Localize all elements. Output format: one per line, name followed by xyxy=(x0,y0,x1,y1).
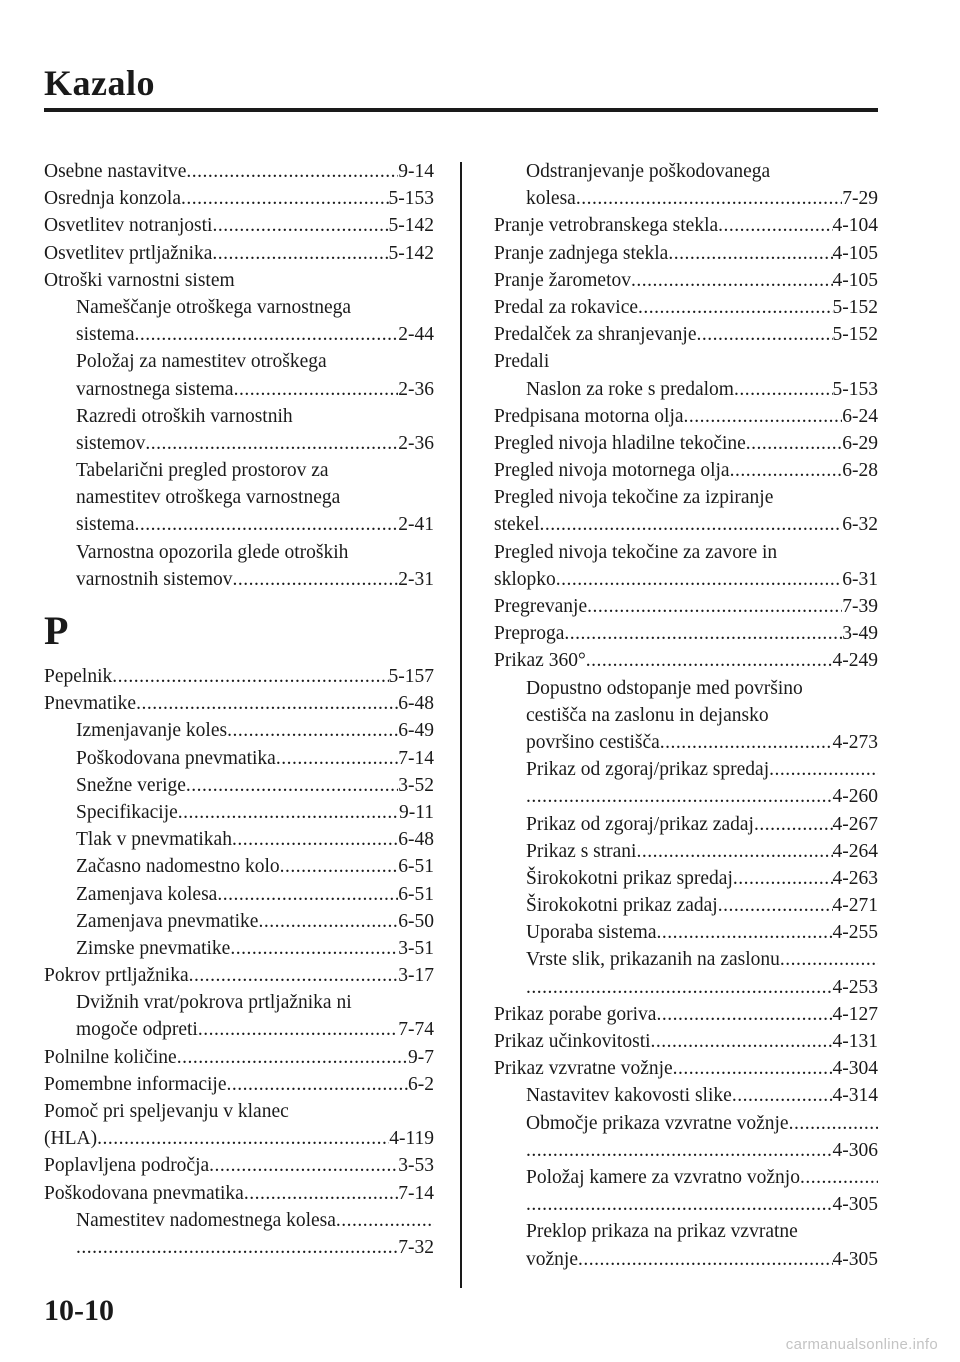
dot-leader xyxy=(230,935,398,962)
entry-text: Pregled nivoja tekočine za zavore in xyxy=(494,541,778,563)
index-subentry[interactable] xyxy=(44,430,434,457)
entry-page-ref[interactable]: 3-17 xyxy=(398,965,434,987)
entry-page-ref[interactable]: 4-255 xyxy=(832,922,878,944)
entry-page-ref[interactable]: 7-32 xyxy=(398,1236,434,1258)
entry-page-ref[interactable]: 7-74 xyxy=(398,1019,434,1041)
dot-leader xyxy=(526,974,833,1001)
entry-page-ref[interactable]: 3-53 xyxy=(398,1155,434,1177)
index-entry[interactable] xyxy=(494,267,878,294)
index-entry[interactable] xyxy=(44,962,434,989)
entry-page-ref[interactable]: 4-305 xyxy=(832,1248,878,1270)
dot-leader xyxy=(780,946,878,973)
index-entry xyxy=(44,1098,434,1125)
dot-leader xyxy=(97,1125,389,1152)
dot-leader xyxy=(135,511,399,538)
entry-text: Zamenjava pnevmatike xyxy=(76,910,259,932)
entry-page-ref[interactable]: 2-36 xyxy=(398,378,434,400)
entry-text: Odstranjevanje poškodovanega xyxy=(526,161,771,182)
dot-leader xyxy=(656,1001,832,1028)
index-subentry xyxy=(494,1110,878,1137)
dot-leader xyxy=(145,430,398,457)
entry-text: Vrste slik, prikazanih na zaslonu xyxy=(526,949,780,971)
entry-page-ref[interactable]: 4-253 xyxy=(832,976,878,998)
entry-page-ref[interactable]: 3-51 xyxy=(398,937,434,959)
index-subentry xyxy=(494,1164,878,1191)
dot-leader xyxy=(631,267,833,294)
entry-page-ref[interactable]: 4-304 xyxy=(832,1058,878,1080)
index-entry[interactable] xyxy=(494,1001,878,1028)
index-subentry[interactable] xyxy=(494,974,878,1001)
entry-text: Osvetlitev notranjosti xyxy=(44,215,213,237)
entry-text: Predalček za shranjevanje xyxy=(494,324,697,346)
index-subentry xyxy=(44,403,434,430)
index-subentry[interactable] xyxy=(494,838,878,865)
index-subentry xyxy=(494,1218,878,1245)
entry-page-ref[interactable]: 6-32 xyxy=(842,514,878,536)
entry-text: Uporaba sistema xyxy=(526,922,657,944)
entry-page-ref[interactable]: 7-39 xyxy=(842,596,878,617)
dot-leader xyxy=(280,853,399,880)
entry-text: Dopustno odstopanje med površino xyxy=(526,677,803,699)
dot-leader xyxy=(135,321,399,348)
entry-text: vožnje xyxy=(526,1248,578,1270)
entry-page-ref[interactable]: 2-31 xyxy=(398,568,434,590)
dot-leader xyxy=(526,1191,833,1218)
entry-page-ref[interactable]: 6-28 xyxy=(842,460,878,482)
entry-text: Pregled nivoja motornega olja xyxy=(494,460,730,482)
entry-text: Zimske pnevmatike xyxy=(76,937,231,959)
index-entry xyxy=(494,539,878,566)
entry-page-ref[interactable]: 7-14 xyxy=(398,1182,434,1204)
dot-leader xyxy=(258,908,398,935)
entry-page-ref[interactable]: 4-127 xyxy=(832,1003,878,1025)
index-subentry[interactable] xyxy=(44,511,434,538)
entry-page-ref[interactable]: 4-306 xyxy=(832,1139,878,1161)
entry-text: Pranje žarometov xyxy=(494,269,631,291)
dot-leader xyxy=(244,1180,398,1207)
index-subentry xyxy=(494,675,878,702)
dot-leader xyxy=(564,620,842,647)
index-subentry[interactable] xyxy=(44,321,434,348)
dot-leader xyxy=(668,240,832,267)
entry-page-ref[interactable]: 6-2 xyxy=(408,1073,434,1095)
dot-leader xyxy=(754,811,833,838)
index-subentry xyxy=(44,484,434,511)
entry-page-ref[interactable]: 4-105 xyxy=(832,242,878,264)
entry-text: Zamenjava kolesa xyxy=(76,883,218,905)
entry-text: Tlak v pnevmatikah xyxy=(76,829,232,851)
entry-text: Pranje zadnjega stekla xyxy=(494,242,669,264)
dot-leader xyxy=(76,1234,398,1261)
dot-leader xyxy=(730,457,843,484)
entry-text: Razredi otroških varnostnih xyxy=(76,405,293,427)
dot-leader xyxy=(684,403,843,430)
dot-leader xyxy=(189,962,399,989)
entry-page-ref[interactable]: 3-49 xyxy=(842,623,878,645)
dot-leader xyxy=(526,1137,833,1164)
entry-text: Polnilne količine xyxy=(44,1046,177,1068)
entry-page-ref[interactable]: 4-131 xyxy=(832,1031,878,1052)
entry-text: Položaj kamere za vzvratno vožnjo xyxy=(526,1166,800,1188)
entry-page-ref[interactable]: 4-264 xyxy=(832,840,878,862)
dot-leader xyxy=(209,1152,398,1179)
dot-leader xyxy=(178,799,399,826)
index-subentry[interactable] xyxy=(494,1246,878,1273)
index-entry[interactable] xyxy=(494,212,878,239)
entry-page-ref[interactable]: 4-271 xyxy=(832,895,878,917)
entry-text: Predpisana motorna olja xyxy=(494,405,684,427)
index-entry[interactable] xyxy=(44,212,434,239)
entry-text: Pregled nivoja hladilne tekočine xyxy=(494,432,746,454)
column-divider xyxy=(460,162,462,1288)
entry-page-ref[interactable]: 6-51 xyxy=(398,883,434,905)
entry-page-ref[interactable]: 6-49 xyxy=(398,720,434,742)
dot-leader xyxy=(539,511,842,538)
dot-leader xyxy=(556,566,842,593)
index-subentry[interactable] xyxy=(494,811,878,838)
index-entry[interactable] xyxy=(494,403,878,430)
index-subentry[interactable] xyxy=(44,1016,434,1043)
dot-leader xyxy=(734,376,833,403)
index-entry[interactable] xyxy=(494,1055,878,1082)
dot-leader xyxy=(526,783,833,810)
entry-page-ref[interactable]: 4-105 xyxy=(832,269,878,291)
entry-page-ref[interactable]: 6-50 xyxy=(398,910,434,932)
entry-page-ref[interactable]: 6-29 xyxy=(842,432,878,454)
entry-text: cestišča na zaslonu in dejansko xyxy=(526,704,769,726)
index-subentry xyxy=(44,348,434,375)
entry-text: Namestitev nadomestnega kolesa xyxy=(76,1209,336,1231)
dot-leader xyxy=(576,185,842,212)
index-subentry xyxy=(44,457,434,484)
dot-leader xyxy=(769,756,878,783)
entry-text: varnostnih sistemov xyxy=(76,568,233,590)
index-subentry[interactable] xyxy=(44,772,434,799)
entry-page-ref[interactable]: 5-142 xyxy=(388,242,434,264)
index-subentry[interactable] xyxy=(44,908,434,935)
entry-text: Začasno nadomestno kolo xyxy=(76,856,280,878)
entry-text: mogoče odpreti xyxy=(76,1019,198,1041)
entry-text: Prikaz od zgoraj/prikaz zadaj xyxy=(526,813,754,835)
entry-page-ref[interactable]: 4-104 xyxy=(832,215,878,237)
entry-page-ref[interactable]: 2-41 xyxy=(398,514,434,536)
entry-text: Izmenjavanje koles xyxy=(76,720,228,742)
dot-leader xyxy=(276,745,398,772)
entry-text: Preklop prikaza na prikaz vzvratne xyxy=(526,1221,798,1243)
entry-page-ref[interactable]: 5-157 xyxy=(388,666,434,687)
entry-text: Položaj za namestitev otroškega xyxy=(76,351,327,373)
entry-text: Prikaz s strani xyxy=(526,840,637,862)
index-entry[interactable] xyxy=(44,1152,434,1179)
entry-text: Osrednja konzola xyxy=(44,188,181,210)
index-entry[interactable] xyxy=(44,1180,434,1207)
index-entry[interactable] xyxy=(494,294,878,321)
dot-leader xyxy=(217,881,398,908)
dot-leader xyxy=(732,1082,833,1109)
dot-leader xyxy=(638,294,832,321)
index-subentry[interactable] xyxy=(494,892,878,919)
index-subentry[interactable] xyxy=(494,1137,878,1164)
index-subentry xyxy=(494,946,878,973)
dot-leader xyxy=(212,212,388,239)
entry-text: Prikaz učinkovitosti xyxy=(494,1031,651,1052)
entry-page-ref[interactable]: 6-51 xyxy=(398,856,434,878)
index-subentry xyxy=(494,756,878,783)
entry-text: Prikaz od zgoraj/prikaz spredaj xyxy=(526,759,770,781)
entry-text: Osebne nastavitve xyxy=(44,161,187,182)
entry-page-ref[interactable]: 6-31 xyxy=(842,568,878,590)
dot-leader xyxy=(696,321,832,348)
entry-text: Pranje vetrobranskega stekla xyxy=(494,215,719,237)
dot-leader xyxy=(227,1071,409,1098)
entry-text: kolesa xyxy=(526,188,576,210)
index-subentry[interactable] xyxy=(44,881,434,908)
entry-page-ref[interactable]: 2-36 xyxy=(398,432,434,454)
index-entry[interactable] xyxy=(494,511,878,538)
dot-leader xyxy=(789,1110,878,1137)
entry-text: Poškodovana pnevmatika xyxy=(44,1182,244,1204)
index-entry[interactable] xyxy=(44,1071,434,1098)
index-subentry[interactable] xyxy=(494,1082,878,1109)
dot-leader xyxy=(718,212,832,239)
index-entry[interactable] xyxy=(44,690,434,717)
dot-leader xyxy=(746,430,842,457)
index-entry[interactable] xyxy=(44,185,434,212)
entry-text: sistemov xyxy=(76,432,146,454)
index-entry[interactable] xyxy=(44,158,434,185)
entry-text: varnostnega sistema xyxy=(76,378,234,400)
dot-leader xyxy=(657,919,833,946)
entry-page-ref[interactable]: 5-152 xyxy=(832,296,878,318)
dot-leader xyxy=(232,826,398,853)
index-subentry[interactable] xyxy=(44,826,434,853)
page-title: Kazalo xyxy=(44,63,155,103)
entry-text: Pomoč pri speljevanju v klanec xyxy=(44,1101,289,1122)
index-entry[interactable] xyxy=(494,647,878,674)
index-subentry[interactable] xyxy=(494,865,878,892)
dot-leader xyxy=(233,566,399,593)
index-entry[interactable] xyxy=(494,1028,878,1055)
entry-text: Pokrov prtljažnika xyxy=(44,965,189,987)
index-column-left xyxy=(44,158,434,1261)
entry-text: sistema xyxy=(76,514,135,536)
entry-page-ref[interactable]: 9-11 xyxy=(398,801,434,823)
index-subentry[interactable] xyxy=(44,566,434,593)
dot-leader xyxy=(587,593,842,620)
entry-text: Širokokotni prikaz spredaj xyxy=(526,867,733,889)
entry-text: sklopko xyxy=(494,568,556,590)
entry-page-ref[interactable]: 6-48 xyxy=(398,829,434,851)
dot-leader xyxy=(186,158,398,185)
entry-page-ref[interactable]: 9-7 xyxy=(408,1046,434,1068)
index-entry[interactable] xyxy=(494,566,878,593)
entry-page-ref[interactable]: 4-273 xyxy=(832,731,878,753)
watermark: carmanualsonline.info xyxy=(785,1336,938,1353)
index-entry[interactable] xyxy=(44,240,434,267)
index-subentry[interactable] xyxy=(44,935,434,962)
index-subentry[interactable] xyxy=(494,729,878,756)
dot-leader xyxy=(112,663,388,690)
dot-leader xyxy=(198,1016,398,1043)
entry-text: Širokokotni prikaz zadaj xyxy=(526,895,718,917)
dot-leader xyxy=(186,772,398,799)
entry-page-ref[interactable]: 4-314 xyxy=(832,1085,878,1107)
dot-leader xyxy=(212,240,388,267)
entry-page-ref[interactable]: 7-14 xyxy=(398,747,434,769)
entry-text: Osvetlitev prtljažnika xyxy=(44,242,213,264)
index-entry[interactable] xyxy=(494,593,878,620)
entry-text: Predal za rokavice xyxy=(494,296,639,318)
entry-page-ref[interactable]: 5-152 xyxy=(832,324,878,346)
entry-page-ref[interactable]: 9-14 xyxy=(398,161,434,182)
index-subentry[interactable] xyxy=(44,853,434,880)
entry-text: Specifikacije xyxy=(76,801,178,823)
entry-text: Otroški varnostni sistem xyxy=(44,269,235,291)
entry-page-ref[interactable]: 4-305 xyxy=(832,1194,878,1216)
index-entry[interactable] xyxy=(494,457,878,484)
index-entry[interactable] xyxy=(494,620,878,647)
entry-page-ref[interactable]: 4-263 xyxy=(832,867,878,889)
index-subentry xyxy=(494,158,878,185)
entry-text: površino cestišča xyxy=(526,731,660,753)
dot-leader xyxy=(660,729,833,756)
index-entry[interactable] xyxy=(494,240,878,267)
index-subentry[interactable] xyxy=(494,783,878,810)
entry-text: Snežne verige xyxy=(76,774,186,796)
dot-leader xyxy=(181,185,389,212)
entry-text: Poplavljena področja xyxy=(44,1155,210,1177)
entry-page-ref[interactable]: 3-52 xyxy=(398,774,434,796)
entry-text: Tabelarični pregled prostorov za xyxy=(76,460,329,482)
dot-leader xyxy=(718,892,833,919)
index-entry[interactable] xyxy=(494,321,878,348)
entry-text: Pregrevanje xyxy=(494,596,588,617)
entry-page-ref[interactable]: 4-119 xyxy=(389,1128,434,1150)
entry-text: Pomembne informacije xyxy=(44,1073,227,1095)
entry-text: stekel xyxy=(494,514,540,536)
index-entry xyxy=(494,348,878,375)
dot-leader xyxy=(673,1055,833,1082)
index-entry[interactable] xyxy=(44,1044,434,1071)
dot-leader xyxy=(234,376,399,403)
index-subentry[interactable] xyxy=(494,919,878,946)
entry-text: namestitev otroškega varnostnega xyxy=(76,487,341,509)
index-subentry[interactable] xyxy=(44,376,434,403)
index-subentry xyxy=(44,989,434,1016)
entry-page-ref[interactable]: 6-48 xyxy=(398,693,434,715)
dot-leader xyxy=(136,690,398,717)
index-entry xyxy=(494,484,878,511)
entry-text: Poškodovana pnevmatika xyxy=(76,747,276,769)
index-subentry[interactable] xyxy=(44,745,434,772)
entry-text: Nastavitev kakovosti slike xyxy=(526,1085,732,1107)
entry-text: sistema xyxy=(76,324,135,346)
dot-leader xyxy=(651,1028,833,1055)
index-subentry xyxy=(494,702,878,729)
dot-leader xyxy=(586,647,833,674)
entry-page-ref[interactable]: 7-29 xyxy=(842,188,878,210)
index-subentry[interactable] xyxy=(44,1234,434,1261)
entry-page-ref[interactable]: 2-44 xyxy=(398,324,434,346)
entry-page-ref[interactable]: 5-153 xyxy=(388,188,434,210)
index-subentry[interactable] xyxy=(494,185,878,212)
entry-text: Območje prikaza vzvratne vožnje xyxy=(526,1112,789,1134)
index-subentry[interactable] xyxy=(44,799,434,826)
index-column-right xyxy=(494,158,878,1273)
index-subentry xyxy=(44,1207,434,1234)
entry-page-ref[interactable]: 5-142 xyxy=(388,215,434,237)
entry-text: Dvižnih vrat/pokrova prtljažnika ni xyxy=(76,992,352,1014)
entry-text: Prikaz vzvratne vožnje xyxy=(494,1058,673,1080)
entry-text: Pnevmatike xyxy=(44,693,137,715)
index-entry xyxy=(44,267,434,294)
index-entry[interactable] xyxy=(44,663,434,690)
dot-leader xyxy=(578,1246,833,1273)
index-subentry[interactable] xyxy=(44,717,434,744)
entry-text: Predali xyxy=(494,351,550,373)
entry-text: Varnostna opozorila glede otroških xyxy=(76,541,349,563)
entry-text: Prikaz porabe goriva xyxy=(494,1003,657,1025)
dot-leader xyxy=(800,1164,878,1191)
index-subentry[interactable] xyxy=(494,376,878,403)
entry-text: Pregled nivoja tekočine za izpiranje xyxy=(494,487,774,509)
index-subentry xyxy=(44,294,434,321)
index-entry[interactable] xyxy=(44,1125,434,1152)
index-subentry xyxy=(44,539,434,566)
dot-leader xyxy=(227,717,398,744)
header-rule xyxy=(44,108,878,112)
entry-page-ref[interactable]: 4-260 xyxy=(832,786,878,808)
entry-page-ref[interactable]: 5-153 xyxy=(832,378,878,400)
index-subentry[interactable] xyxy=(494,1191,878,1218)
entry-text: Preproga xyxy=(494,623,565,645)
entry-text: Naslon za roke s predalom xyxy=(526,378,734,400)
entry-page-ref[interactable]: 6-24 xyxy=(842,405,878,427)
index-entry[interactable] xyxy=(494,430,878,457)
entry-text: Pepelnik xyxy=(44,666,113,687)
page-number: 10-10 xyxy=(44,1294,114,1327)
section-letter: P xyxy=(44,608,69,653)
entry-text: (HLA) xyxy=(44,1128,98,1150)
dot-leader xyxy=(177,1044,408,1071)
entry-text: Nameščanje otroškega varnostnega xyxy=(76,296,352,318)
dot-leader xyxy=(636,838,832,865)
entry-text: Prikaz 360° xyxy=(494,650,586,672)
dot-leader xyxy=(733,865,833,892)
dot-leader xyxy=(336,1207,434,1234)
entry-page-ref[interactable]: 4-267 xyxy=(832,813,878,835)
entry-page-ref[interactable]: 4-249 xyxy=(832,650,878,672)
